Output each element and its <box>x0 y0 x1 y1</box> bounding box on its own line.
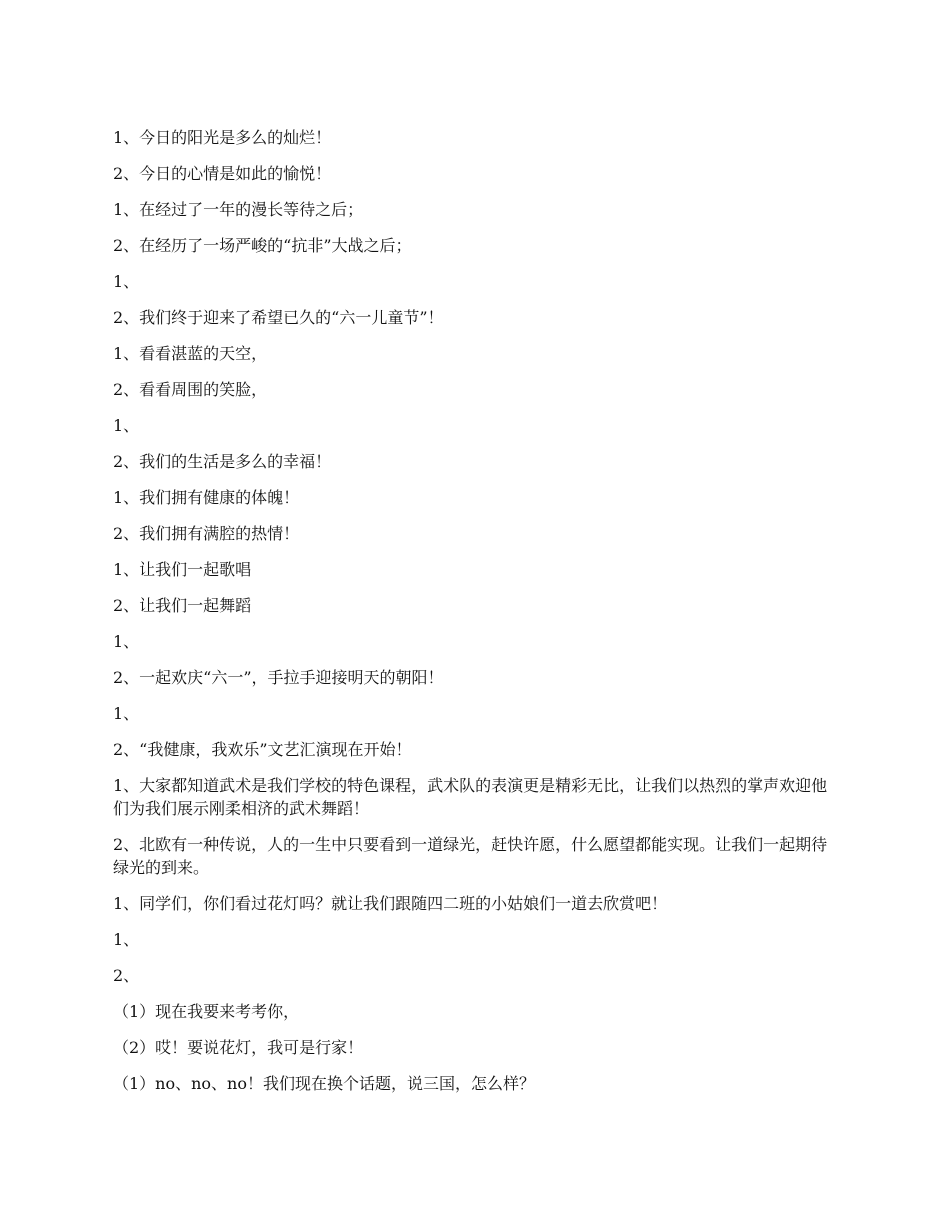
document-body <box>113 126 835 1108</box>
paragraph-line: （2）哎！要说花灯，我可是行家！ <box>113 1038 364 1057</box>
paragraph-line: 2、 <box>113 966 140 985</box>
paragraph-line: 1、今日的阳光是多么的灿烂！ <box>113 128 332 147</box>
paragraph-line: 2、看看周围的笑脸， <box>113 380 268 399</box>
paragraph-line: 1、 <box>113 930 140 949</box>
paragraph-line: 2、我们的生活是多么的幸福！ <box>113 452 332 471</box>
paragraph-line: 1、 <box>113 272 140 291</box>
paragraph-line: 1、 <box>113 416 140 435</box>
paragraph-line: （1）no、no、no！我们现在换个话题，说三国，怎么样？ <box>113 1074 535 1093</box>
paragraph-line: 1、大家都知道武术是我们学校的特色课程，武术队的表演更是精彩无比，让我们以热烈的掌声欢迎他们为我们展示刚柔相济的武术舞蹈！ <box>113 776 828 818</box>
paragraph-line: 2、一起欢庆“六一”，手拉手迎接明天的朝阳！ <box>113 668 444 687</box>
paragraph-line: 1、同学们，你们看过花灯吗？就让我们跟随四二班的小姑娘们一道去欣赏吧！ <box>113 894 668 913</box>
paragraph-line: 2、北欧有一种传说，人的一生中只要看到一道绿光，赶快许愿，什么愿望都能实现。让我们一起期待绿光的到来。 <box>113 835 828 877</box>
paragraph-line: 2、让我们一起舞蹈 <box>113 596 252 615</box>
paragraph-line: 1、我们拥有健康的体魄！ <box>113 488 300 507</box>
paragraph-line: 1、在经过了一年的漫长等待之后； <box>113 200 364 219</box>
paragraph-line: 2、今日的心情是如此的愉悦！ <box>113 164 332 183</box>
paragraph-line: 1、看看湛蓝的天空， <box>113 344 268 363</box>
paragraph-line: 1、 <box>113 632 140 651</box>
paragraph-line: 1、 <box>113 704 140 723</box>
paragraph-line: 1、让我们一起歌唱 <box>113 560 252 579</box>
paragraph-line: 2、“我健康，我欢乐”文艺汇演现在开始！ <box>113 740 412 759</box>
paragraph-line: （1）现在我要来考考你， <box>113 1002 300 1021</box>
paragraph-line: 2、我们拥有满腔的热情！ <box>113 524 300 543</box>
paragraph-line: 2、在经历了一场严峻的“抗非”大战之后； <box>113 236 412 255</box>
paragraph-line: 2、我们终于迎来了希望已久的“六一儿童节”！ <box>113 308 444 327</box>
